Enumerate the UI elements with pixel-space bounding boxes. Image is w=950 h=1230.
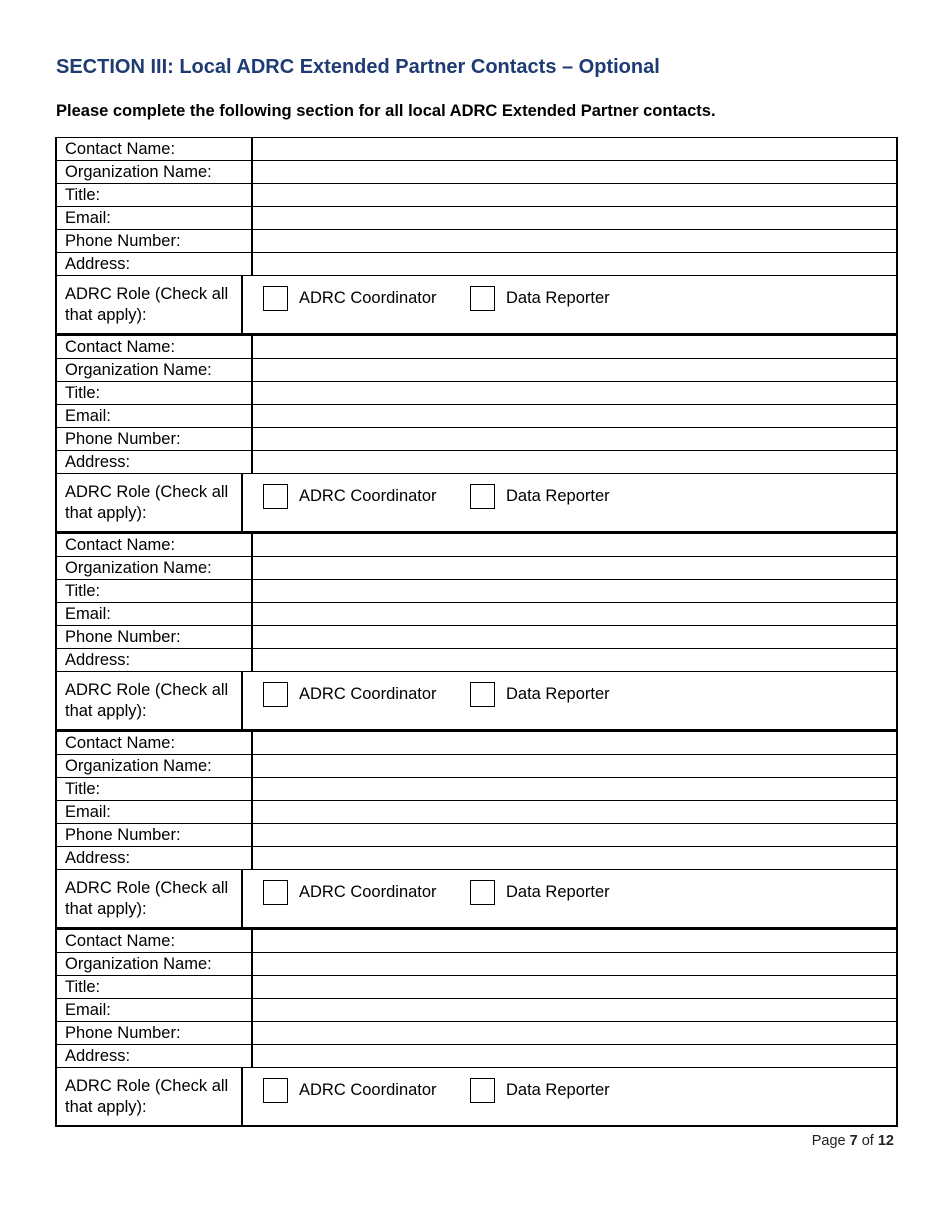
address-label: Address:	[57, 253, 253, 275]
adrc-role-row	[57, 474, 896, 531]
address-row	[57, 649, 896, 672]
title-field[interactable]	[253, 976, 896, 998]
email-row	[57, 405, 896, 428]
organization-name-field[interactable]	[253, 359, 896, 381]
address-field[interactable]	[253, 1045, 896, 1067]
adrc-role-options	[243, 870, 896, 927]
contact-name-label: Contact Name:	[57, 930, 253, 952]
address-field[interactable]	[253, 253, 896, 275]
data-reporter-option	[470, 484, 610, 509]
contact-name-label: Contact Name:	[57, 336, 253, 358]
organization-name-field[interactable]	[253, 161, 896, 183]
phone-number-row	[57, 626, 896, 649]
address-field[interactable]	[253, 451, 896, 473]
data-reporter-option	[470, 682, 610, 707]
phone-number-field[interactable]	[253, 230, 896, 252]
phone-number-label: Phone Number:	[57, 230, 253, 252]
phone-number-label: Phone Number:	[57, 824, 253, 846]
email-row	[57, 603, 896, 626]
data-reporter-label: Data Reporter	[506, 487, 610, 505]
phone-number-label: Phone Number:	[57, 626, 253, 648]
email-field[interactable]	[253, 999, 896, 1021]
adrc-coordinator-option	[263, 880, 437, 905]
organization-name-row	[57, 161, 896, 184]
contact-blocks	[55, 137, 898, 1127]
data-reporter-label: Data Reporter	[506, 883, 610, 901]
adrc-coordinator-label: ADRC Coordinator	[299, 289, 437, 307]
email-row	[57, 999, 896, 1022]
data-reporter-label: Data Reporter	[506, 685, 610, 703]
contact-block	[55, 929, 898, 1127]
total-pages: 12	[877, 1133, 894, 1149]
organization-name-row	[57, 557, 896, 580]
adrc-role-label: ADRC Role (Check all that apply):	[57, 672, 243, 729]
email-field[interactable]	[253, 801, 896, 823]
title-label: Title:	[57, 184, 253, 206]
data-reporter-checkbox[interactable]	[470, 286, 495, 311]
contact-name-row	[57, 732, 896, 755]
organization-name-label: Organization Name:	[57, 161, 253, 183]
contact-name-row	[57, 336, 896, 359]
phone-number-field[interactable]	[253, 428, 896, 450]
title-row	[57, 184, 896, 207]
title-label: Title:	[57, 382, 253, 404]
contact-block	[55, 731, 898, 929]
address-label: Address:	[57, 451, 253, 473]
adrc-role-options	[243, 474, 896, 531]
adrc-role-row	[57, 276, 896, 333]
adrc-role-label: ADRC Role (Check all that apply):	[57, 474, 243, 531]
instructions: Please complete the following section for all local ADRC Extended Partner contacts.	[56, 102, 716, 120]
page-of: of	[861, 1133, 874, 1149]
phone-number-row	[57, 428, 896, 451]
contact-block	[55, 335, 898, 533]
contact-block	[55, 533, 898, 731]
organization-name-row	[57, 755, 896, 778]
email-label: Email:	[57, 801, 253, 823]
organization-name-field[interactable]	[253, 953, 896, 975]
email-field[interactable]	[253, 207, 896, 229]
title-label: Title:	[57, 778, 253, 800]
organization-name-row	[57, 359, 896, 382]
adrc-coordinator-label: ADRC Coordinator	[299, 487, 437, 505]
adrc-role-label: ADRC Role (Check all that apply):	[57, 276, 243, 333]
contact-name-field[interactable]	[253, 138, 896, 160]
adrc-role-row	[57, 672, 896, 729]
section-title: SECTION III: Local ADRC Extended Partner Contacts – Optional	[56, 56, 660, 78]
phone-number-label: Phone Number:	[57, 1022, 253, 1044]
title-field[interactable]	[253, 778, 896, 800]
email-row	[57, 207, 896, 230]
adrc-coordinator-label: ADRC Coordinator	[299, 685, 437, 703]
adrc-role-row	[57, 1068, 896, 1125]
address-row	[57, 847, 896, 870]
address-row	[57, 253, 896, 276]
data-reporter-option	[470, 1078, 610, 1103]
adrc-coordinator-option	[263, 286, 437, 311]
title-row	[57, 382, 896, 405]
page-number	[812, 1133, 894, 1149]
data-reporter-label: Data Reporter	[506, 1081, 610, 1099]
email-label: Email:	[57, 999, 253, 1021]
adrc-coordinator-option	[263, 682, 437, 707]
data-reporter-checkbox[interactable]	[470, 484, 495, 509]
page-prefix: Page	[811, 1133, 846, 1149]
address-field[interactable]	[253, 649, 896, 671]
title-field[interactable]	[253, 184, 896, 206]
address-row	[57, 451, 896, 474]
email-label: Email:	[57, 603, 253, 625]
contact-name-label: Contact Name:	[57, 732, 253, 754]
adrc-role-label: ADRC Role (Check all that apply):	[57, 1068, 243, 1125]
adrc-coordinator-option	[263, 1078, 437, 1103]
phone-number-field[interactable]	[253, 1022, 896, 1044]
adrc-coordinator-checkbox[interactable]	[263, 484, 288, 509]
address-row	[57, 1045, 896, 1068]
contact-name-row	[57, 534, 896, 557]
email-label: Email:	[57, 207, 253, 229]
phone-number-row	[57, 230, 896, 253]
title-row	[57, 580, 896, 603]
email-field[interactable]	[253, 405, 896, 427]
data-reporter-option	[470, 880, 610, 905]
phone-number-field[interactable]	[253, 626, 896, 648]
contact-name-field[interactable]	[253, 930, 896, 952]
contact-name-row	[57, 138, 896, 161]
title-label: Title:	[57, 976, 253, 998]
current-page: 7	[849, 1133, 858, 1149]
title-row	[57, 976, 896, 999]
phone-number-row	[57, 1022, 896, 1045]
contact-name-label: Contact Name:	[57, 534, 253, 556]
adrc-coordinator-label: ADRC Coordinator	[299, 883, 437, 901]
phone-number-label: Phone Number:	[57, 428, 253, 450]
data-reporter-checkbox[interactable]	[470, 880, 495, 905]
adrc-coordinator-checkbox[interactable]	[263, 880, 288, 905]
adrc-coordinator-option	[263, 484, 437, 509]
organization-name-field[interactable]	[253, 755, 896, 777]
data-reporter-checkbox[interactable]	[470, 682, 495, 707]
address-label: Address:	[57, 847, 253, 869]
data-reporter-label: Data Reporter	[506, 289, 610, 307]
adrc-coordinator-label: ADRC Coordinator	[299, 1081, 437, 1099]
adrc-role-options	[243, 672, 896, 729]
phone-number-field[interactable]	[253, 824, 896, 846]
email-field[interactable]	[253, 603, 896, 625]
title-field[interactable]	[253, 382, 896, 404]
data-reporter-checkbox[interactable]	[470, 1078, 495, 1103]
phone-number-row	[57, 824, 896, 847]
contact-name-field[interactable]	[253, 534, 896, 556]
adrc-coordinator-checkbox[interactable]	[263, 682, 288, 707]
address-label: Address:	[57, 649, 253, 671]
data-reporter-option	[470, 286, 610, 311]
contact-name-field[interactable]	[253, 336, 896, 358]
address-field[interactable]	[253, 847, 896, 869]
contact-block	[55, 137, 898, 335]
adrc-role-options	[243, 1068, 896, 1125]
adrc-role-row	[57, 870, 896, 927]
organization-name-row	[57, 953, 896, 976]
organization-name-label: Organization Name:	[57, 557, 253, 579]
contact-name-field[interactable]	[253, 732, 896, 754]
contact-name-label: Contact Name:	[57, 138, 253, 160]
organization-name-field[interactable]	[253, 557, 896, 579]
adrc-role-options	[243, 276, 896, 333]
adrc-role-label: ADRC Role (Check all that apply):	[57, 870, 243, 927]
adrc-coordinator-checkbox[interactable]	[263, 1078, 288, 1103]
contact-name-row	[57, 930, 896, 953]
title-label: Title:	[57, 580, 253, 602]
address-label: Address:	[57, 1045, 253, 1067]
organization-name-label: Organization Name:	[57, 755, 253, 777]
title-field[interactable]	[253, 580, 896, 602]
adrc-coordinator-checkbox[interactable]	[263, 286, 288, 311]
organization-name-label: Organization Name:	[57, 359, 253, 381]
email-row	[57, 801, 896, 824]
title-row	[57, 778, 896, 801]
organization-name-label: Organization Name:	[57, 953, 253, 975]
email-label: Email:	[57, 405, 253, 427]
